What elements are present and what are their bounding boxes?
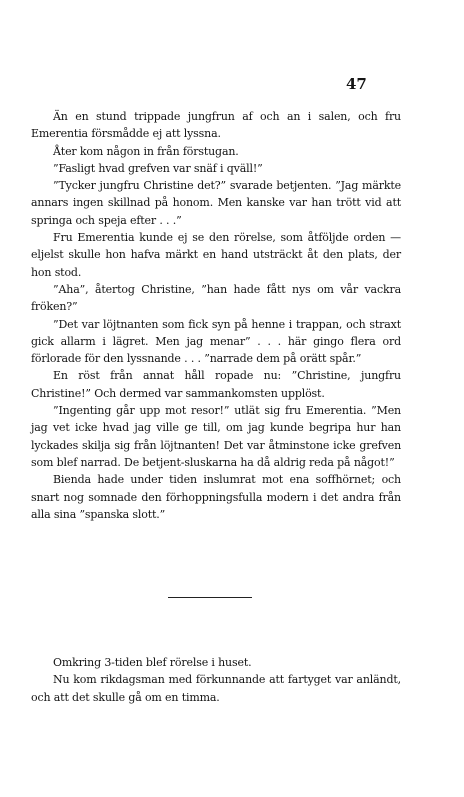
paragraph: Åter kom någon in från förstugan. xyxy=(53,144,239,158)
main-text xyxy=(31,108,401,523)
paragraph: En röst från annat håll ropade nu: ”Christine, jungfru Christine!” Och dermed var sammankomsten upplöst. xyxy=(31,369,401,400)
paragraph: ”Aha”, återtog Christine, ”han hade fått nys om vår vackra fröken?” xyxy=(31,282,401,314)
paragraph: ”Fasligt hvad grefven var snäf i qväll!” xyxy=(53,161,263,175)
paragraph: Bienda hade under tiden inslumrat mot ena soffhörnet; och snart nog somnade den förhoppningsfulla modern i det andra från alla sina ”spanska slott.” xyxy=(31,473,401,521)
paragraph: Än en stund trippade jungfrun af och an i salen, och fru Emerentia försmådde ej att lyssna. xyxy=(31,110,401,141)
paragraph: Fru Emerentia kunde ej se den rörelse, som åtföljde orden — eljelst skulle hon hafva märkt en hand utsträckt åt den plats, der hon stod. xyxy=(31,231,401,279)
page-number: 47 xyxy=(346,75,367,93)
paragraph: ”Tycker jungfru Christine det?” svarade betjenten. ”Jag märkte annars ingen skillnad på honom. Men kanske var han trött vid att springa och speja efter . . .” xyxy=(31,179,401,227)
section-divider xyxy=(168,597,252,598)
paragraph: ”Det var löjtnanten som fick syn på henne i trappan, och straxt gick allarm i lägret. Men jag menar” . . . här gingo flera ord förlorade för den lyssnande . . . ”narrade dem på orätt spår.” xyxy=(31,317,401,366)
paragraph: Omkring 3-tiden blef rörelse i huset. xyxy=(53,656,252,669)
paragraph: ”Ingenting går upp mot resor!” utlät sig fru Emerentia. ”Men jag vet icke hvad jag ville ge till, om jag kunde begripa hur han lyckades skilja sig från löjtnanten! Det var åtminstone icke grefven som blef narrad. De betjent-sluskarna ha då aldrig reda på något!” xyxy=(31,404,401,469)
paragraph: Nu kom rikdagsman med förkunnande att fartyget var anländt, och att det skulle gå om en timma. xyxy=(31,673,401,704)
second-section-text xyxy=(31,654,401,706)
